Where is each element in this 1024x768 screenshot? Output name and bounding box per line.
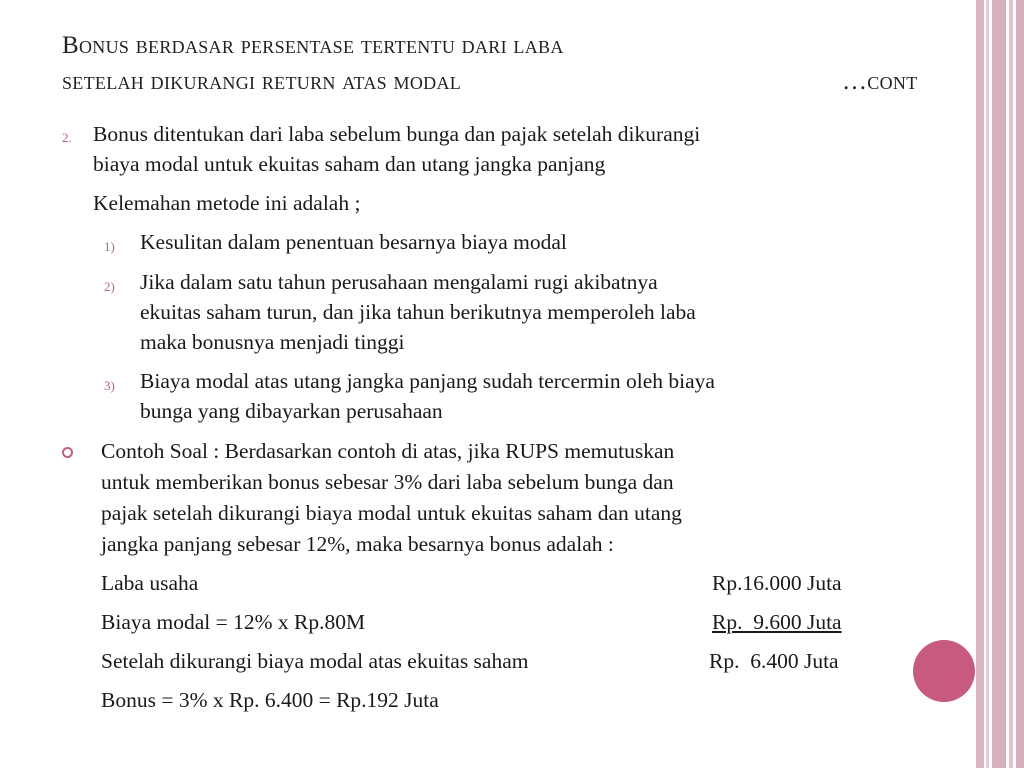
weakness-marker: 2) <box>104 279 115 294</box>
decorative-circle <box>913 640 975 702</box>
item2-line-2: biaya modal untuk ekuitas saham dan utang jangka panjang <box>93 152 606 176</box>
stripe <box>1016 0 1024 768</box>
example-line-3: pajak setelah dikurangi biaya modal untuk ekuitas saham dan utang <box>101 501 682 525</box>
title-line-2: setelah dikurangi return atas modal <box>62 68 462 95</box>
stripe <box>1009 0 1013 768</box>
weakness-heading: Kelemahan metode ini adalah ; <box>93 191 361 215</box>
weakness-2-line-1: Jika dalam satu tahun perusahaan mengalami rugi akibatnya <box>140 270 658 294</box>
setelah-label: Setelah dikurangi biaya modal atas ekuitas saham <box>101 649 529 673</box>
setelah-value: Rp. 6.400 Juta <box>709 649 839 673</box>
weakness-marker: 1) <box>104 239 115 254</box>
weakness-2-line-3: maka bonusnya menjadi tinggi <box>140 330 405 354</box>
stripe <box>986 0 989 768</box>
laba-value: Rp.16.000 Juta <box>712 571 842 595</box>
item-number: 2. <box>62 130 72 145</box>
stripe <box>992 0 1006 768</box>
stripe <box>976 0 984 768</box>
weakness-marker: 3) <box>104 378 115 393</box>
weakness-1-line-1: Kesulitan dalam penentuan besarnya biaya modal <box>140 230 567 254</box>
weakness-3-line-1: Biaya modal atas utang jangka panjang sudah tercermin oleh biaya <box>140 369 715 393</box>
title-cont: …cont <box>842 68 918 95</box>
slide-title <box>62 28 962 100</box>
decorative-stripes <box>976 0 1024 768</box>
title-line-1: Bonus berdasar persentase tertentu dari laba <box>62 32 564 59</box>
weakness-3-line-2: bunga yang dibayarkan perusahaan <box>140 399 443 423</box>
biaya-label: Biaya modal = 12% x Rp.80M <box>101 610 366 634</box>
laba-label: Laba usaha <box>101 571 199 595</box>
bonus-line: Bonus = 3% x Rp. 6.400 = Rp.192 Juta <box>101 688 439 712</box>
example-line-2: untuk memberikan bonus sebesar 3% dari laba sebelum bunga dan <box>101 470 674 494</box>
item2-line-1: Bonus ditentukan dari laba sebelum bunga dan pajak setelah dikurangi <box>93 122 701 146</box>
example-line-4: jangka panjang sebesar 12%, maka besarnya bonus adalah : <box>101 532 614 556</box>
bullet-circle-icon <box>62 447 73 458</box>
biaya-value: Rp. 9.600 Juta <box>712 610 842 634</box>
weakness-2-line-2: ekuitas saham turun, dan jika tahun berikutnya memperoleh laba <box>140 300 696 324</box>
example-line-1: Contoh Soal : Berdasarkan contoh di atas, jika RUPS memutuskan <box>101 439 675 463</box>
